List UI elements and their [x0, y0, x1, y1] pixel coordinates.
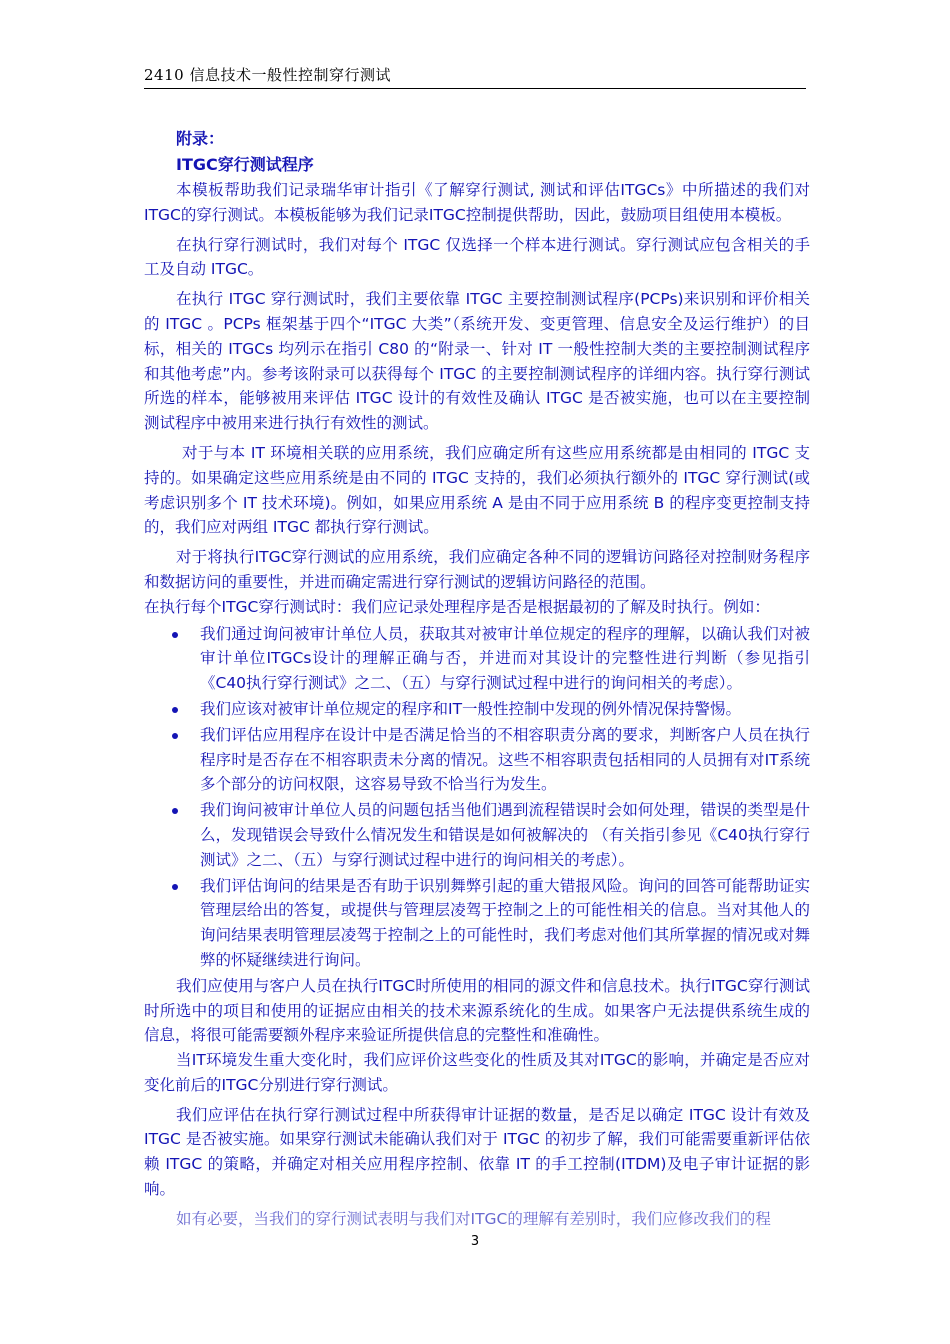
- list-item: 我们评估询问的结果是否有助于识别舞弊引起的重大错报风险。询问的回答可能帮助证实管理层给出的答复，或提供与管理层凌驾于控制之上的可能性相关的信息。当对其他人的询问结果表明管理层凌驾于控制之上的可能性时，我们考虑对他们其所掌握的情况或对舞弊的怀疑继续进行询问。: [144, 874, 810, 973]
- page-number: 3: [470, 1234, 480, 1249]
- paragraph-logical-access: 对于将执行ITGC穿行测试的应用系统，我们应确定各种不同的逻辑访问路径对控制财务程序和数据访问的重要性，并进而确定需进行穿行测试的逻辑访问路径的范围。: [144, 548, 810, 591]
- list-item: 我们评估应用程序在设计中是否满足恰当的不相容职责分离的要求，判断客户人员在执行程序时是否存在不相容职责未分离的情况。这些不相容职责包括相同的人员拥有对IT系统多个部分的访问权限，这容易导致不恰当行为发生。: [144, 723, 810, 797]
- paragraph-source-docs: 我们应使用与客户人员在执行ITGC时所使用的相同的源文件和信息技术。执行ITGC穿行测试时所选中的项目和使用的证据应由相关的技术来源系统化的生成。如果客户无法提供系统生成的信息，将很可能需要额外程序来验证所提供信息的完整性和准确性。: [144, 976, 810, 1045]
- bullet-icon: [172, 707, 178, 713]
- bullet-list: [144, 622, 810, 973]
- bullet-icon: [172, 733, 178, 739]
- paragraph-modify: 如有必要，当我们的穿行测试表明与我们对ITGC的理解有差别时，我们应修改我们的程: [176, 1209, 771, 1228]
- list-item: 我们通过询问被审计单位人员，获取其对被审计单位规定的程序的理解，以确认我们对被审计单位ITGCs设计的理解正确与否，并进而对其设计的完整性进行判断（参见指引《C40执行穿行测试》之二、（五）与穿行测试过程中进行的询问相关的考虑）。: [144, 622, 810, 696]
- document-body: [144, 126, 810, 1232]
- paragraph-applications: 对于与本 IT 环境相关联的应用系统，我们应确定所有这些应用系统都是由相同的 ITGC 支持的。如果确定这些应用系统是由不同的 ITGC 支持的，我们必须执行额外的 ITGC 穿行测试(或考虑识别多个 IT 技术环境)。例如，如果应用系统 A 是由不同于应用系统 B 的程序变更控制支持的，我们应对两组 ITGC 都执行穿行测试。: [144, 443, 810, 537]
- page-header: [144, 64, 806, 89]
- paragraph-record: 在执行每个ITGC穿行测试时：我们应记录处理程序是否是根据最初的了解及时执行。例如：: [144, 597, 770, 616]
- header-title: 2410 信息技术一般性控制穿行测试: [144, 66, 391, 84]
- list-item: 我们应该对被审计单位规定的程序和IT一般性控制中发现的例外情况保持警惕。: [144, 697, 810, 722]
- bullet-icon: [172, 632, 178, 638]
- paragraph-sample: 在执行穿行测试时，我们对每个 ITGC 仅选择一个样本进行测试。穿行测试应包含相关的手工及自动 ITGC。: [144, 235, 810, 279]
- paragraph-it-change: 当IT环境发生重大变化时，我们应评价这些变化的性质及其对ITGC的影响，并确定是否应对变化前后的ITGC分别进行穿行测试。: [144, 1051, 810, 1094]
- appendix-title: ITGC穿行测试程序: [176, 155, 314, 174]
- bullet-icon: [172, 808, 178, 814]
- paragraph-intro: 本模板帮助我们记录瑞华审计指引《了解穿行测试, 测试和评估ITGCs》中所描述的我们对ITGC的穿行测试。本模板能够为我们记录ITGC控制提供帮助，因此，鼓励项目组使用本模板。: [144, 181, 810, 224]
- bullet-icon: [172, 884, 178, 890]
- list-item: 我们询问被审计单位人员的问题包括当他们遇到流程错误时会如何处理，错误的类型是什么，发现错误会导致什么情况发生和错误是如何被解决的 （有关指引参见《C40执行穿行测试》之二、（五）与穿行测试过程中进行的询问相关的考虑）。: [144, 798, 810, 872]
- paragraph-evidence: 我们应评估在执行穿行测试过程中所获得审计证据的数量，是否足以确定 ITGC 设计有效及 ITGC 是否被实施。如果穿行测试未能确认我们对于 ITGC 的初步了解，我们可能需要重新评估依赖 ITGC 的策略，并确定对相关应用程序控制、依靠 IT 的手工控制(ITDM)及电子审计证据的影响。: [144, 1105, 810, 1199]
- appendix-label: 附录：: [176, 129, 225, 148]
- paragraph-pcps: 在执行 ITGC 穿行测试时，我们主要依靠 ITGC 主要控制测试程序(PCPs)来识别和评价相关的 ITGC 。PCPs 框架基于四个“ITGC 大类”（系统开发、变更管理、信息安全及运行维护）的目标，相关的 ITGCs 均列示在指引 C80 的“附录一、针对 IT 一般性控制大类的主要控制测试程序和其他考虑”内。参考该附录可以获得每个 ITGC 的主要控制测试程序的详细内容。执行穿行测试所选的样本，能够被用来评估 ITGC 设计的有效性及确认 ITGC 是否被实施，也可以在主要控制测试程序中被用来进行执行有效性的测试。: [144, 290, 810, 433]
